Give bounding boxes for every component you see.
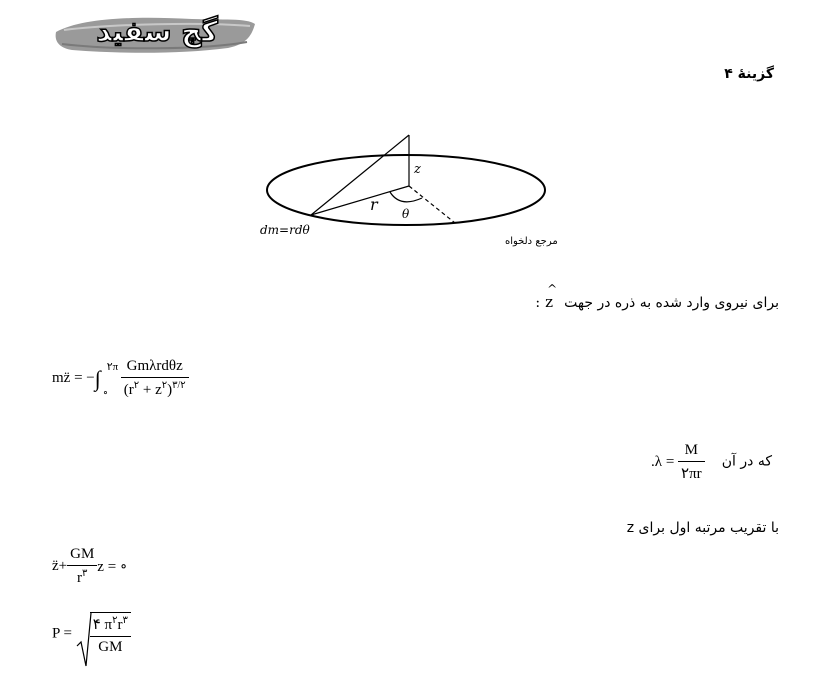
logo-text: گچ سفید <box>96 15 218 48</box>
equation-4: P = $\frac{۴ \pi^۲r^۳}{GM}$ <box>52 612 131 656</box>
approx-text: با تقریب مرتبه اول برای z <box>626 520 779 536</box>
option-heading: گزینهٔ ۴ <box>724 66 774 82</box>
force-direction-line <box>535 282 779 311</box>
ring-figure <box>250 128 558 253</box>
eq1-fraction: $\frac{\text{Gmλrdθz}}{(r^۲ + z^۲)^{۳/۲}}$ <box>121 358 189 399</box>
eq4-fraction: $\frac{۴ \pi^۲r^۳}{GM}$ <box>90 612 131 656</box>
theta-arc <box>390 192 422 202</box>
reference-dashed-line <box>409 186 455 223</box>
theta-label: θ <box>402 207 410 221</box>
force-vector-z: ^ z <box>545 282 558 311</box>
logo <box>52 10 257 56</box>
radius-line <box>311 186 409 215</box>
equation-3: z̈+ $\frac{GM}{r^۳}$ z = ∘ <box>52 546 128 586</box>
hypotenuse-line <box>311 135 409 215</box>
dm-label: dm=rdθ <box>260 223 310 237</box>
reference-label: مرجع دلخواه <box>505 236 558 247</box>
force-hat: ^ <box>547 282 558 296</box>
eq3-fraction: $\frac{GM}{r^۳}$ <box>67 546 97 587</box>
force-text: برای نیروی وارد شده به ذره در جهت <box>564 295 779 311</box>
lambda-prefix: که در آن <box>721 453 772 470</box>
z-label: z <box>414 162 421 177</box>
equation-1: mz̈ = −∫ ۲π ∘ $\frac{\text{Gmλrdθz}}{(r^۲ + z^۲)^{۳/۲}}$ <box>52 358 189 399</box>
r-label: r <box>370 195 378 214</box>
force-colon: : <box>535 295 541 311</box>
integral-sign: ∫ ۲π ∘ <box>94 360 119 399</box>
sqrt-radical <box>76 612 131 656</box>
lambda-line <box>651 442 772 483</box>
lambda-equation: .λ = $\frac{M}{۲\pi r}$ <box>651 442 705 483</box>
